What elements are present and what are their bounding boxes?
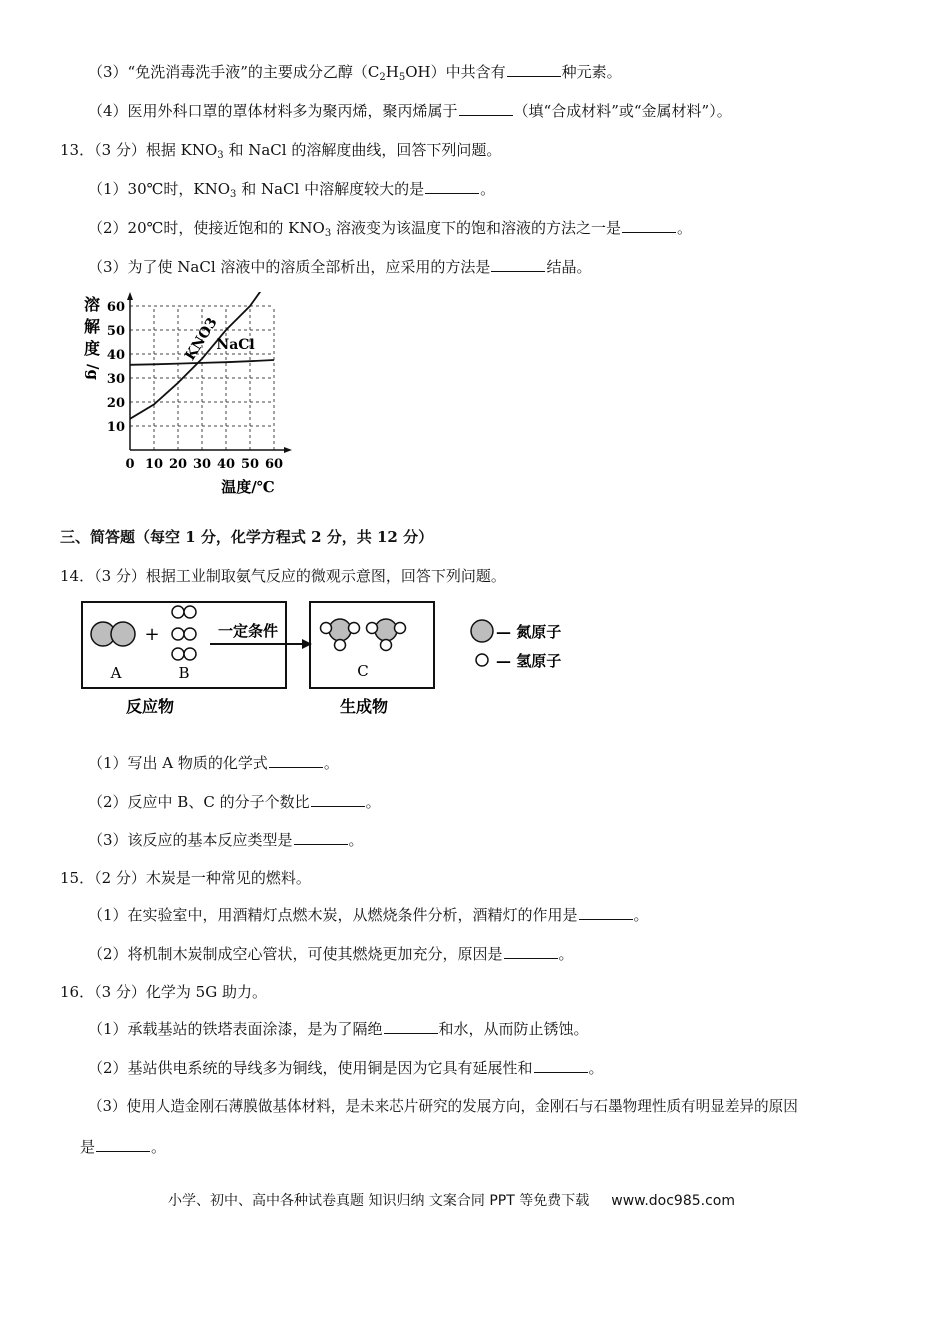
q12-p3-text: 种元素。 [561, 63, 622, 81]
answer-blank[interactable] [579, 905, 633, 920]
chart-labels [84, 295, 283, 496]
x-axis-arrow [284, 447, 292, 453]
q16-part2 [88, 1058, 604, 1078]
x-tick-label: 60 [264, 457, 284, 472]
molecule-c [367, 619, 406, 651]
footer-url[interactable]: www.doc985.com [611, 1193, 735, 1209]
reaction-diagram [80, 598, 600, 720]
q15-p2-text: （2）将机制木炭制成空心管状，可使其燃烧更加充分，原因是 [88, 945, 503, 963]
q13-p2-text: 溶液变为该温度下的饱和溶液的方法之一是 [331, 219, 621, 237]
y-axis-label: 溶 [83, 295, 101, 314]
label-a: A [110, 664, 122, 682]
series-label-nacl: NaCl [216, 337, 255, 354]
x-tick-label: 40 [216, 457, 236, 472]
q13-p3-text: 结晶。 [546, 258, 592, 276]
x-tick-label: 0 [125, 457, 135, 472]
hydrogen-atom [184, 648, 196, 660]
plus-sign: + [144, 624, 160, 645]
q16-p3-text: 是 [80, 1138, 96, 1156]
q13-p3-text: （3）为了使 NaCl 溶液中的溶质全部析出，应采用的方法是 [88, 258, 491, 276]
hydrogen-atom [184, 606, 196, 618]
q16-part1 [88, 1019, 589, 1039]
legend-nitrogen-icon [471, 620, 493, 642]
nitrogen-atom [329, 619, 351, 641]
y-axis-arrow [127, 292, 133, 300]
answer-blank[interactable] [491, 257, 545, 272]
q13-stem-text: 和 NaCl 的溶解度曲线，回答下列问题。 [223, 141, 502, 159]
x-axis-label: 温度/℃ [221, 478, 275, 496]
q14-part3 [88, 830, 364, 850]
q12-part3 [88, 62, 622, 82]
legend-hydrogen: — 氢原子 [496, 652, 562, 670]
q13-p2-text: （2）20℃时，使接近饱和的 KNO [88, 219, 325, 237]
y-tick-label: 50 [106, 324, 125, 339]
q15-p1-text: 。 [633, 906, 649, 924]
q13-part2 [88, 218, 692, 238]
q13-stem-text: 13．（3 分）根据 KNO [60, 141, 218, 159]
x-tick-label: 30 [192, 457, 212, 472]
y-axis-label: 度 [83, 339, 101, 358]
q16-p1-text: （1）承载基站的铁塔表面涂漆，是为了隔绝 [88, 1020, 383, 1038]
y-axis-label: 解 [83, 317, 101, 336]
q13-p1-text: 。 [480, 180, 496, 198]
answer-blank[interactable] [311, 792, 365, 807]
q12-p4-text: （填“合成材料”或“金属材料”）。 [513, 102, 732, 120]
label-c: C [357, 662, 369, 680]
q16-part3: （3）使用人造金刚石薄膜做基体材料，是未来芯片研究的发展方向，金刚石与石墨物理性质有明显差异的原因 [88, 1098, 798, 1115]
q14-p2-text: 。 [365, 793, 381, 811]
molecule-a [91, 622, 135, 646]
section-title: 三、简答题（每空 1 分，化学方程式 2 分，共 12 分） [60, 528, 434, 546]
products-label: 生成物 [339, 697, 389, 716]
answer-blank[interactable] [294, 830, 348, 845]
q16-p2-text: （2）基站供电系统的导线多为铜线，使用铜是因为它具有延展性和 [88, 1059, 533, 1077]
series-label-kno3: KNO3 [182, 315, 221, 364]
reactants-label: 反应物 [125, 697, 175, 716]
legend-hydrogen-icon [476, 654, 488, 666]
q12-p3-text: H [385, 63, 399, 81]
answer-blank[interactable] [459, 101, 513, 116]
label-b: B [178, 664, 190, 682]
nitrogen-atom [111, 622, 135, 646]
answer-blank[interactable] [269, 753, 323, 768]
q13-part3 [88, 257, 591, 277]
y-tick-label: 10 [106, 420, 125, 435]
q12-p4-text: （4）医用外科口罩的罩体材料多为聚丙烯，聚丙烯属于 [88, 102, 458, 120]
page-footer [168, 1190, 735, 1210]
legend-nitrogen: — 氮原子 [496, 623, 562, 641]
hydrogen-atom [184, 628, 196, 640]
y-axis-unit: /g [84, 364, 102, 380]
subscript: 3 [324, 228, 332, 239]
answer-blank[interactable] [507, 62, 561, 77]
q13-stem [60, 140, 501, 160]
hydrogen-atom [172, 628, 184, 640]
q16-p3-text: 。 [151, 1138, 167, 1156]
answer-blank[interactable] [384, 1019, 438, 1034]
hydrogen-atom [381, 640, 392, 651]
q14-p1-text: 。 [323, 754, 339, 772]
q14-p3-text: （3）该反应的基本反应类型是 [88, 831, 293, 849]
chart-axes [127, 292, 292, 453]
q14-p1-text: （1）写出 A 物质的化学式 [88, 754, 268, 772]
q13-p1-text: 和 NaCl 中溶解度较大的是 [236, 180, 425, 198]
q16-p1-text: 和水，从而防止锈蚀。 [438, 1020, 589, 1038]
q14-part1 [88, 753, 339, 773]
q14-p3-text: 。 [348, 831, 364, 849]
condition-label: 一定条件 [217, 622, 279, 640]
y-tick-label: 60 [106, 300, 125, 315]
q16-stem: 16．（3 分）化学为 5G 助力。 [60, 983, 267, 1001]
q13-p2-text: 。 [676, 219, 692, 237]
q13-p1-text: （1）30℃时，KNO [88, 180, 231, 198]
hydrogen-atom [395, 623, 406, 634]
x-tick-label: 50 [240, 457, 260, 472]
q15-p2-text: 。 [558, 945, 574, 963]
q14-part2 [88, 792, 381, 812]
answer-blank[interactable] [622, 218, 676, 233]
x-tick-label: 10 [144, 457, 164, 472]
y-tick-label: 40 [106, 348, 125, 363]
subscript: 2 [379, 72, 386, 83]
hydrogen-atom [349, 623, 360, 634]
subscript: 3 [230, 189, 237, 200]
product-box [310, 602, 434, 688]
subscript: 5 [398, 72, 406, 83]
q13-part1 [88, 179, 495, 199]
y-tick-label: 20 [106, 396, 125, 411]
q15-p1-text: （1）在实验室中，用酒精灯点燃木炭，从燃烧条件分析，酒精灯的作用是 [88, 906, 578, 924]
answer-blank[interactable] [425, 179, 479, 194]
nitrogen-atom [375, 619, 397, 641]
q15-stem: 15．（2 分）木炭是一种常见的燃料。 [60, 869, 311, 887]
footer-text: 小学、初中、高中各种试卷真题 知识归纳 文案合同 PPT 等免费下载 [168, 1193, 590, 1209]
solubility-chart [78, 292, 318, 502]
answer-blank[interactable] [504, 944, 558, 959]
subscript: 3 [217, 150, 224, 161]
hydrogen-atom [172, 648, 184, 660]
q14-p2-text: （2）反应中 B、C 的分子个数比 [88, 793, 310, 811]
q12-p3-text: （3）“免洗消毒洗手液”的主要成分乙醇（C [88, 63, 380, 81]
x-tick-label: 20 [168, 457, 188, 472]
q16-part3-cont [80, 1137, 166, 1157]
q15-part2 [88, 944, 574, 964]
q14-stem: 14．（3 分）根据工业制取氨气反应的微观示意图，回答下列问题。 [60, 567, 506, 585]
y-tick-label: 30 [106, 372, 125, 387]
answer-blank[interactable] [96, 1137, 150, 1152]
q15-part1 [88, 905, 649, 925]
hydrogen-atom [172, 606, 184, 618]
molecule-c [321, 619, 360, 651]
q12-p3-text: OH）中共含有 [405, 63, 506, 81]
q12-part4 [88, 101, 732, 121]
hydrogen-atom [321, 623, 332, 634]
answer-blank[interactable] [534, 1058, 588, 1073]
molecule-b [172, 606, 196, 660]
hydrogen-atom [367, 623, 378, 634]
hydrogen-atom [335, 640, 346, 651]
q16-p2-text: 。 [588, 1059, 604, 1077]
